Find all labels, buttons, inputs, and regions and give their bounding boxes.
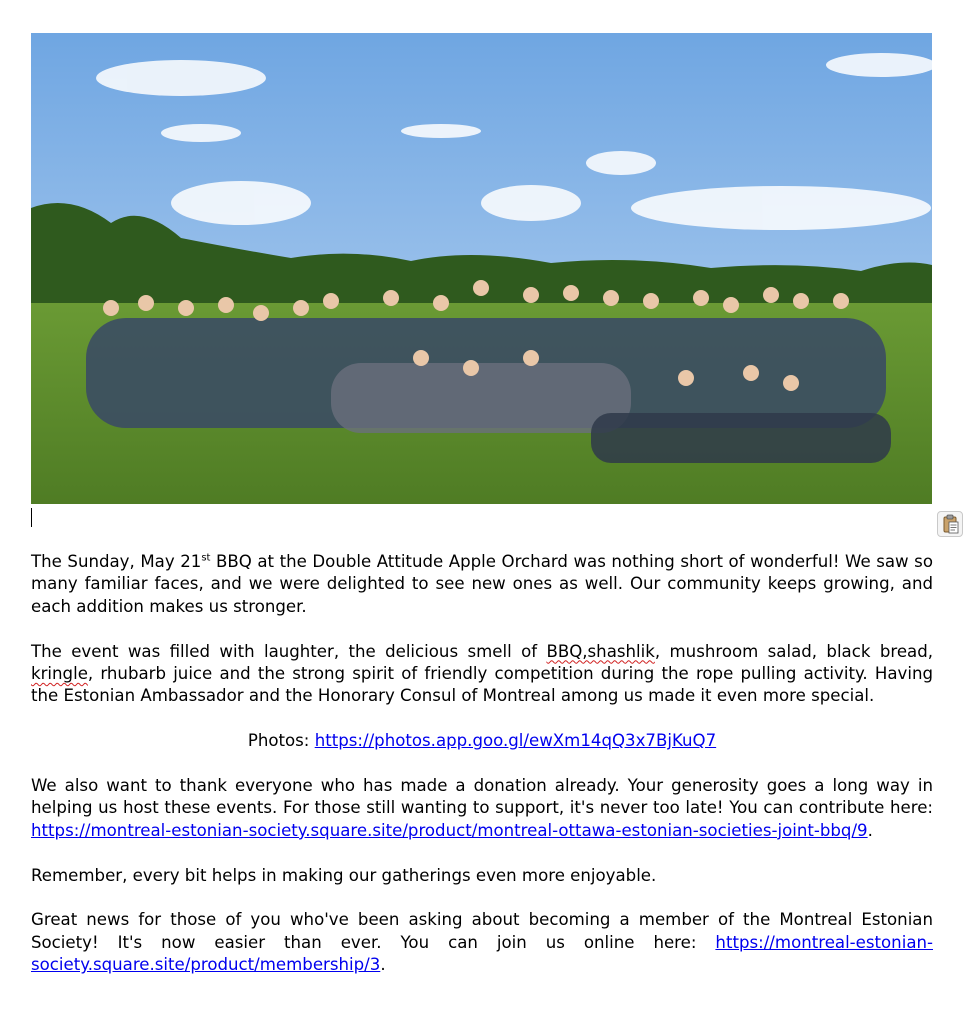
membership-link[interactable]: https://montreal-estonian-society.square.site/product/membership/3 [31,932,933,975]
spellcheck-flag[interactable]: kringle [31,664,88,684]
event-paragraph: The event was filled with laughter, the delicious smell of BBQ,shashlik, mushroom salad, black bread, kringle, rhubarb juice and the strong spirit of friendly competition during the rope pulling activity. Having the Estonian Ambassador and the Honorary Consul of Montreal among us made it even more special. [31,641,934,706]
group-photo [31,33,932,504]
intro-paragraph: The Sunday, May 21st BBQ at the Double Attitude Apple Orchard was nothing short of wonderful! We saw so many familiar faces, and we were delighted to see new ones as well. Our community keeps growing, and each addition makes us stronger. [31,552,933,616]
document-body [31,551,933,977]
text-cursor [31,508,32,527]
clipboard-icon [938,512,962,536]
membership-paragraph: Great news for those of you who've been asking about becoming a member of the Montreal Estonian Society! It's now easier than ever. You can join us online here: https://montreal-estonian-society.square.site/product/membership/3. [31,910,933,975]
paste-options-button[interactable] [937,511,963,537]
donation-link[interactable]: https://montreal-estonian-society.square.site/product/montreal-ottawa-estonian-societies-joint-bbq/9 [31,820,868,840]
photos-link[interactable]: https://photos.app.goo.gl/ewXm14qQ3x7BjKuQ7 [314,731,717,751]
donation-paragraph: We also want to thank everyone who has made a donation already. Your generosity goes a long way in helping us host these events. For those still wanting to support, it's never too late! You can contribute here: https://montreal-estonian-society.square.site/product/montreal-ottawa-estonian-societies-joint-bbq/9. [31,776,933,840]
group-photo-illustration [31,33,932,504]
reminder-paragraph: Remember, every bit helps in making our gatherings even more enjoyable. [31,865,657,885]
photos-line: Photos: https://photos.app.goo.gl/ewXm14qQ3x7BjKuQ7 [247,731,717,751]
spellcheck-flag[interactable]: BBQ,shashlik [546,641,655,661]
